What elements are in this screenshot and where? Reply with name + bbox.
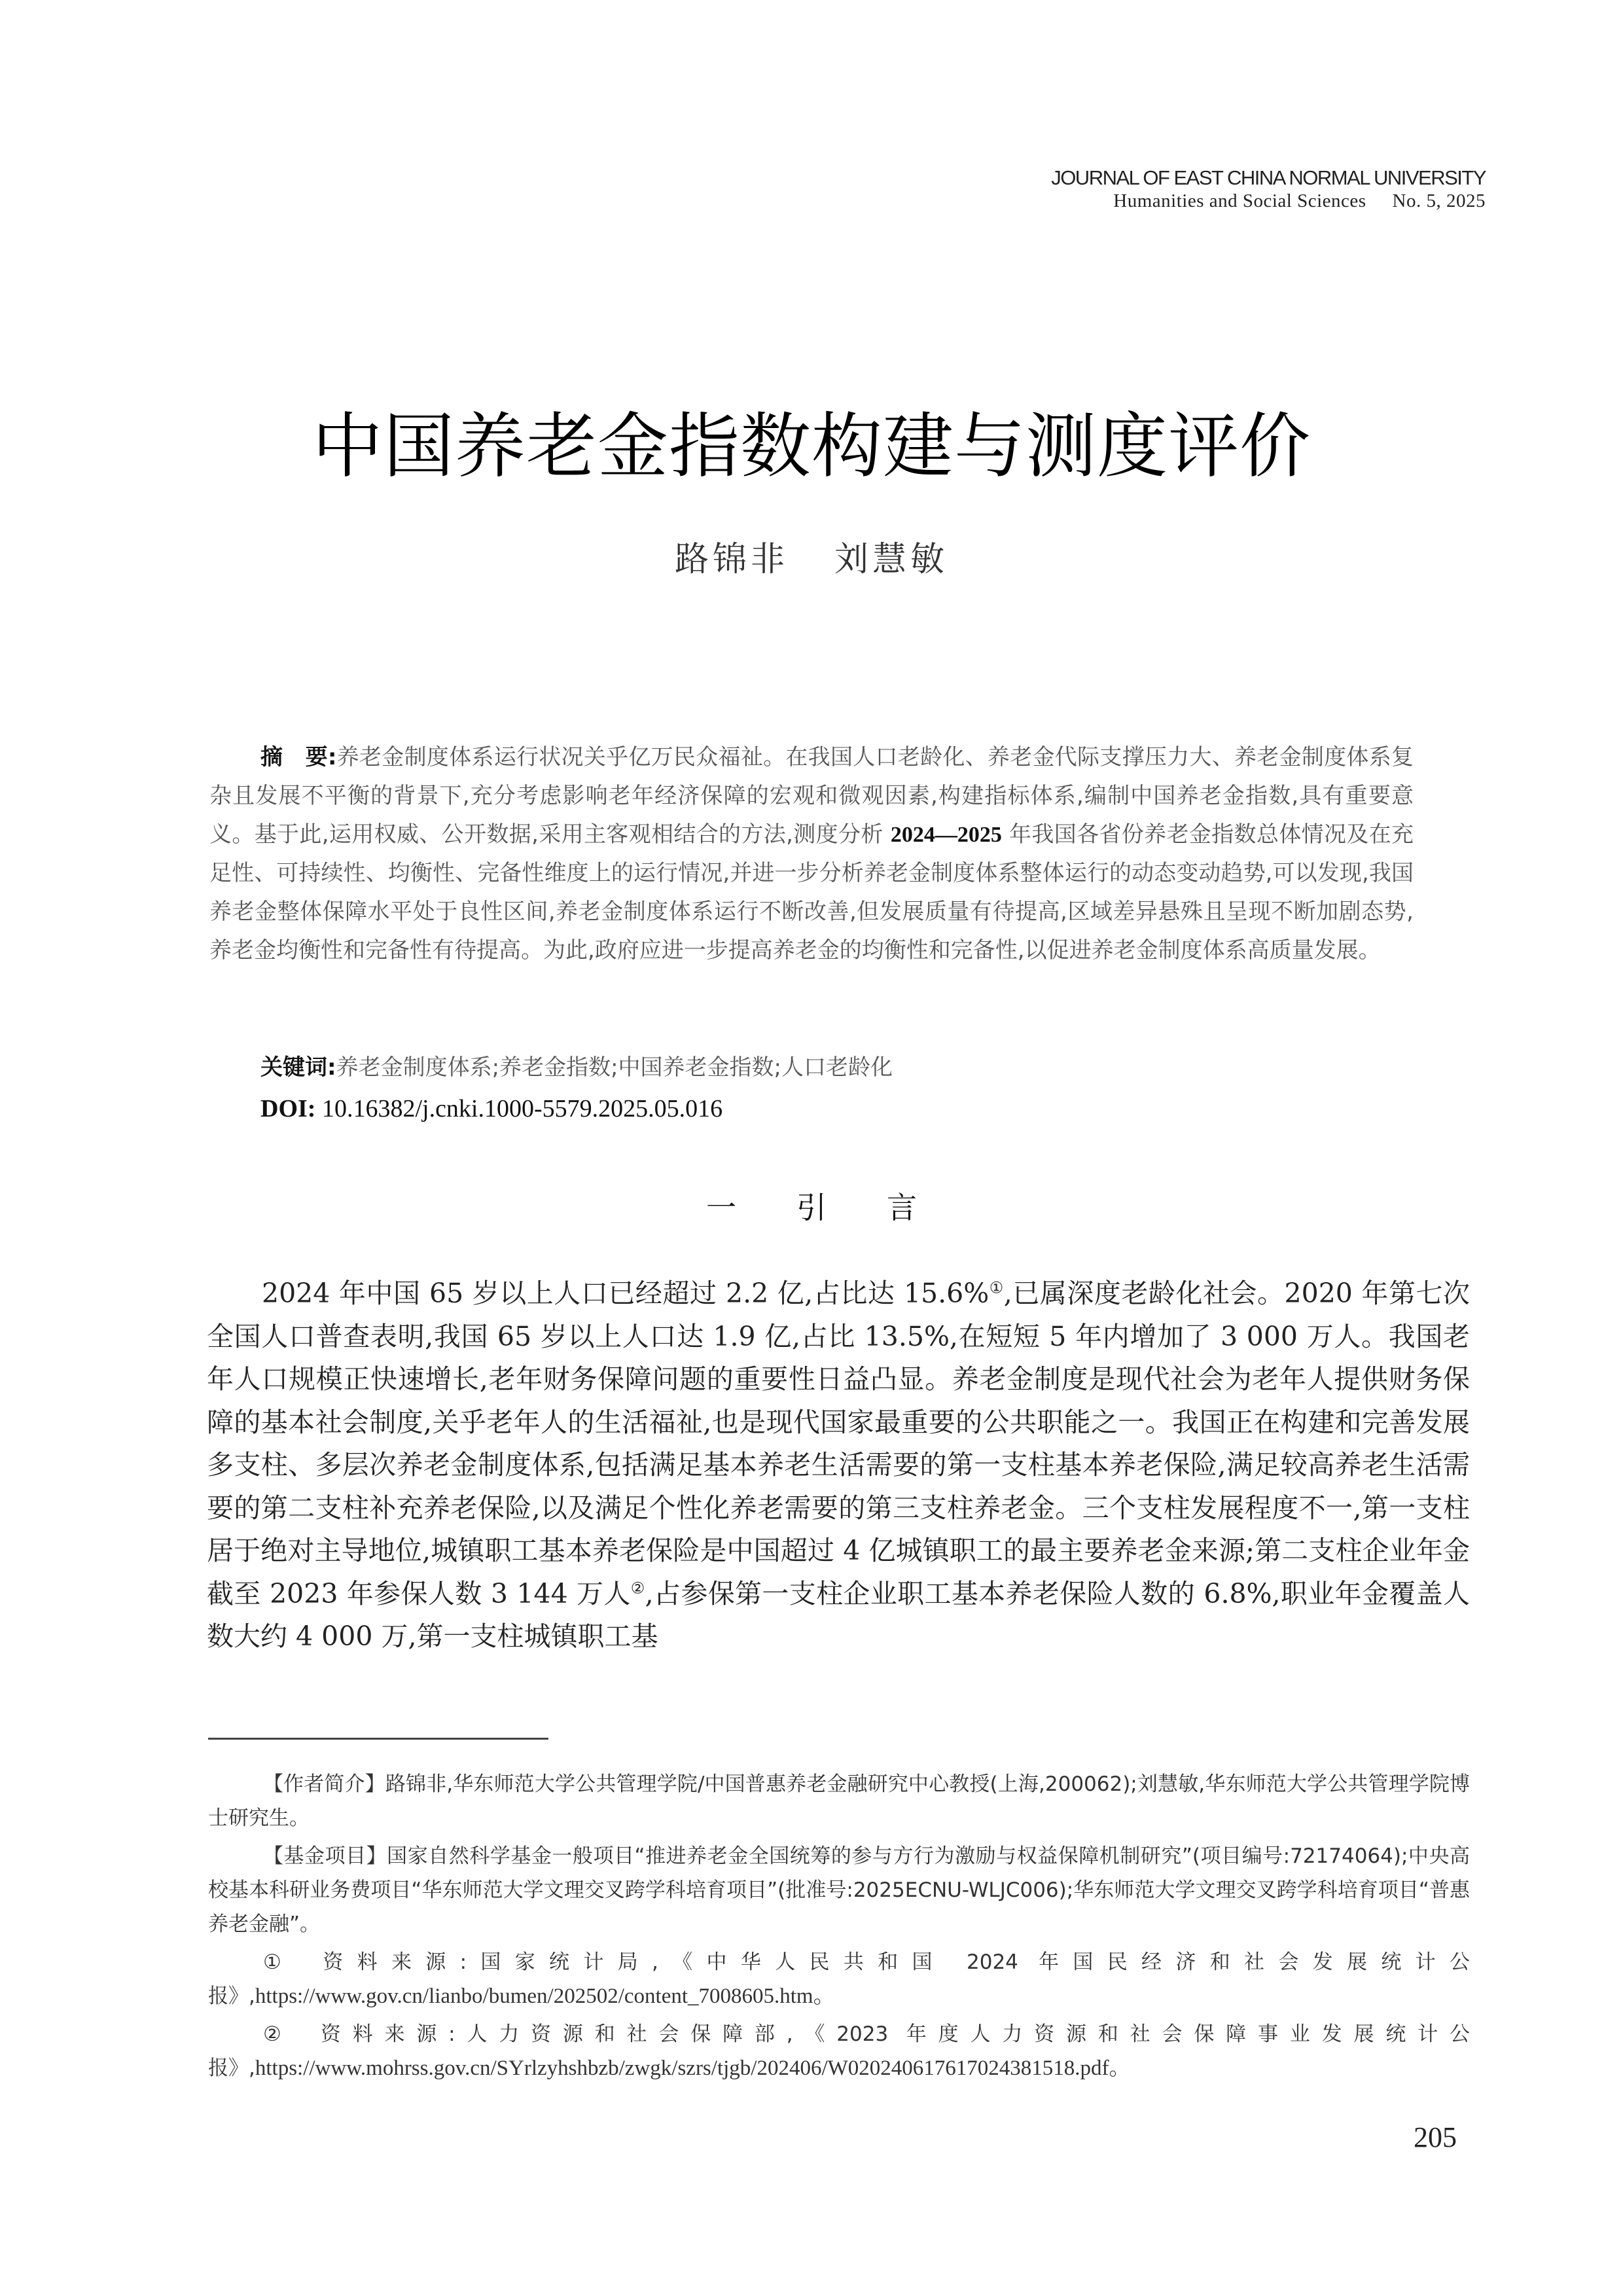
footnote-item <box>208 1945 1470 2013</box>
article-title: 中国养老金指数构建与测度评价 <box>312 406 1311 488</box>
abstract-years: 2024—2025 <box>890 823 1002 847</box>
body-text: ,占参保第一支柱企业职工基本养老保险人数的 6.8%,职业年金覆盖人数大约 4 000 万,第一支柱城镇职工基 <box>207 1577 1470 1652</box>
section-title-char: 引 <box>796 1190 827 1225</box>
doi-value[interactable]: 10.16382/j.cnki.1000-5579.2025.05.016 <box>321 1095 723 1122</box>
author-name: 路锦非 <box>674 540 789 579</box>
footnote-ref[interactable]: ① <box>989 1278 1004 1297</box>
footnote-text: 资料来源:人力资源和社会保障部,《2023 年度人力资源和社会保障事业发展统计公报》, <box>208 2022 1470 2080</box>
body-paragraph <box>207 1272 1470 1659</box>
footnote-url[interactable]: https://www.gov.cn/lianbo/bumen/202502/content_7008605.htm。 <box>255 1984 835 2008</box>
footnote-item <box>208 2017 1470 2085</box>
page-number: 205 <box>1414 2121 1457 2153</box>
abstract-text: 养老金制度体系运行状况关乎亿万民众福祉。在我国人口老龄化、养老金代际支撑压力大、养老金制度体系复杂且发展不平衡的背景下,充分考虑影响老年经济保障的宏观和微观因素,构建指标体系,编制中国养老金指数,具有重要意义。基于此,运用权威、公开数据,采用主客观相结合的方法,测度分析 <box>209 744 1414 848</box>
journal-subtitle <box>1051 190 1486 212</box>
section-title-char: 言 <box>887 1190 917 1225</box>
footnote-url[interactable]: https://www.mohrss.gov.cn/SYrlzyhshbzb/zwgk/szrs/tjgb/202406/W020240617617024381518.pdf。 <box>255 2056 1131 2080</box>
keywords <box>260 1049 1412 1087</box>
section-heading <box>0 1188 1623 1227</box>
abstract-text: 年我国各省份养老金指数总体情况及在充足性、可持续性、均衡性、完备性维度上的运行情况,并进一步分析养老金制度体系整体运行的动态变动趋势,可以发现,我国养老金整体保障水平处于良性区间,养老金制度体系运行不断改善,但发展质量有待提高,区域差异悬殊且呈现不断加剧态势,养老金均衡性和完备性有待提高。为此,政府应进一步提高养老金的均衡性和完备性,以促进养老金制度体系高质量发展。 <box>209 821 1414 963</box>
footnote-text: 资料来源:国家统计局,《中华人民共和国 2024 年国民经济和社会发展统计公报》, <box>208 1950 1470 2008</box>
abstract-label: 摘 要: <box>260 744 337 770</box>
journal-section: Humanities and Social Sciences <box>1113 190 1366 211</box>
footnote-mark: ① <box>263 1950 281 1974</box>
doi <box>260 1090 722 1128</box>
funding-note: 【基金项目】国家自然科学基金一般项目“推进养老金全国统筹的参与方行为激励与权益保障机制研究”(项目编号:72174064);中央高校基本科研业务费项目“华东师范大学文理交叉跨学科培育项目”(批准号:2025ECNU-WLJC006);华东师范大学文理交叉跨学科培育项目“普惠养老金融”。 <box>208 1844 1470 1936</box>
keywords-label: 关键词: <box>260 1054 336 1081</box>
journal-name: JOURNAL OF EAST CHINA NORMAL UNIVERSITY <box>1051 166 1486 189</box>
footnote-mark: ② <box>263 2022 281 2046</box>
author-list <box>0 537 1623 583</box>
body-text: ,已属深度老龄化社会。2020 年第七次全国人口普查表明,我国 65 岁以上人口达 1.9 亿,占比 13.5%,在短短 5 年内增加了 3 000 万人。我国老年人口规模正快速增长,老年财务保障问题的重要性日益凸显。养老金制度是现代社会为老年人提供财务保障的基本社会制度,关乎老年人的生活福祉,也是现代国家最重要的公共职能之一。我国正在构建和完善发展多支柱、多层次养老金制度体系,包括满足基本养老生活需要的第一支柱基本养老保险,满足较高养老生活需要的第二支柱补充养老保险,以及满足个性化养老需要的第三支柱养老金。三个支柱发展程度不一,第一支柱居于绝对主导地位,城镇职工基本养老保险是中国超过 4 亿城镇职工的最主要养老金来源;第二支柱企业年金截至 2023 年参保人数 3 144 万人 <box>207 1278 1470 1609</box>
journal-issue: No. 5, 2025 <box>1392 190 1486 211</box>
journal-header <box>1051 166 1486 212</box>
footnote-divider <box>208 1738 548 1740</box>
author-name: 刘慧敏 <box>834 540 949 579</box>
author-info-note: 【作者简介】路锦非,华东师范大学公共管理学院/中国普惠养老金融研究中心教授(上海,200062);刘慧敏,华东师范大学公共管理学院博士研究生。 <box>208 1772 1470 1830</box>
doi-label: DOI: <box>260 1095 316 1122</box>
keywords-text: 养老金制度体系;养老金指数;中国养老金指数;人口老龄化 <box>336 1054 893 1081</box>
footnote-ref[interactable]: ② <box>630 1578 645 1597</box>
footnotes <box>208 1767 1470 2089</box>
body-text: 2024 年中国 65 岁以上人口已经超过 2.2 亿,占比达 15.6% <box>262 1278 990 1309</box>
abstract <box>209 738 1414 970</box>
section-number: 一 <box>706 1190 736 1225</box>
